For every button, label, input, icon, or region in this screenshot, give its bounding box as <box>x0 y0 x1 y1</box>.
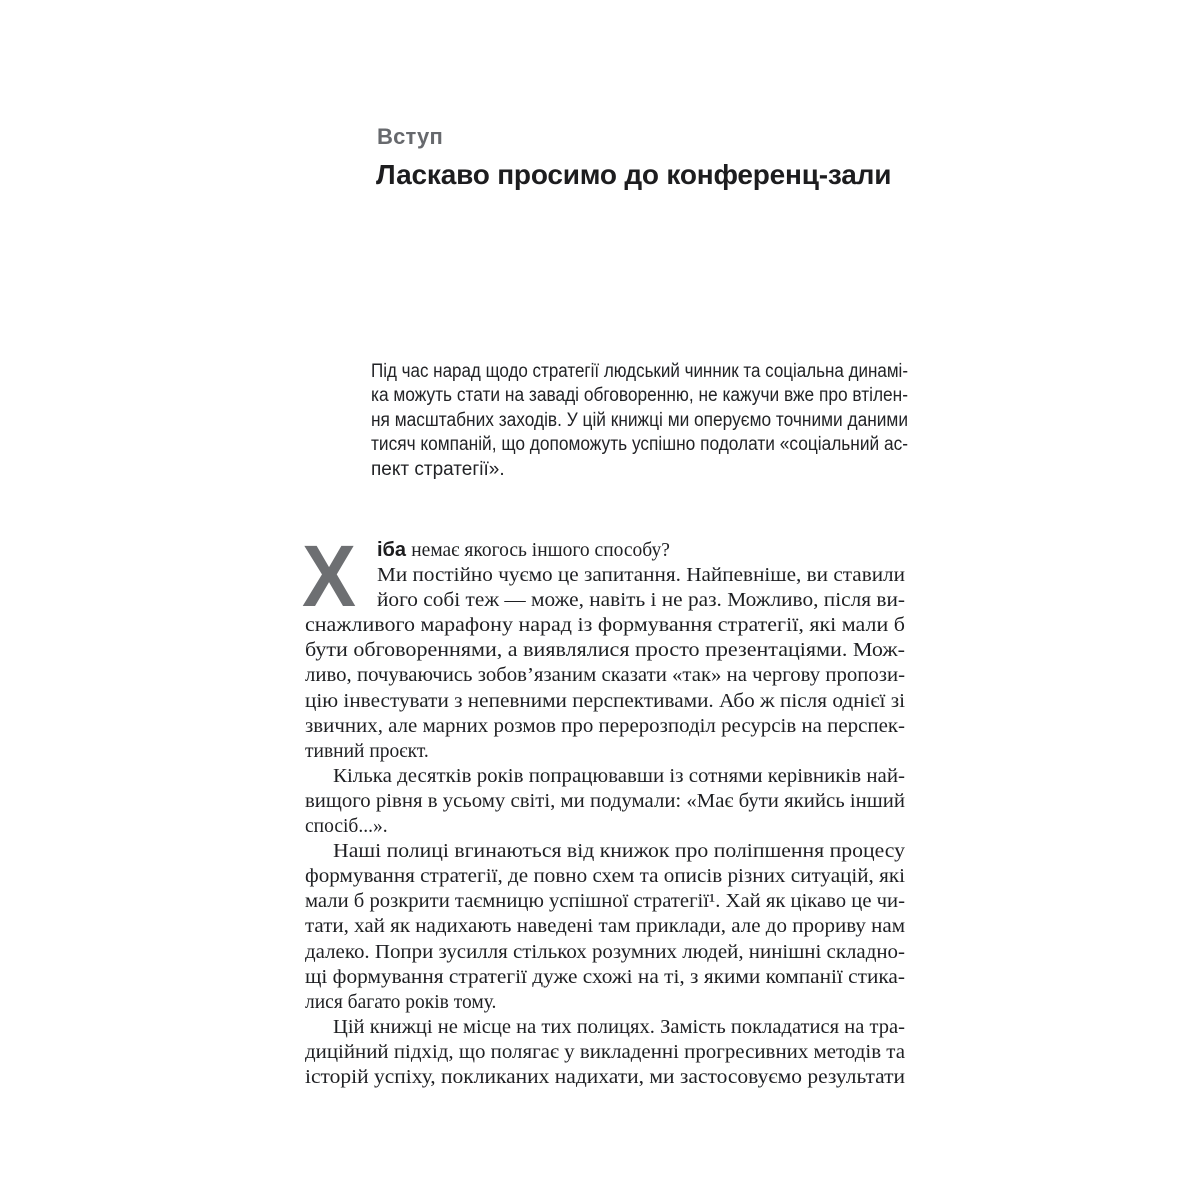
text-line: ка можуть стати на заваді обговоренню, не кажучи вже про втілен- <box>371 385 908 407</box>
text-line: лися багато років тому. <box>305 991 497 1013</box>
text-line: ливо, почуваючись зобов’язаним сказати «так» на чергову пропози- <box>305 665 905 687</box>
text-line: мали б розкрити таємницю успішної стратегії¹. Хай як цікаво це чи- <box>305 891 905 913</box>
text-line: Наші полиці вгинаються від книжок про поліпшення процесу <box>333 841 905 863</box>
text-run: немає якогось іншого способу? <box>411 540 670 561</box>
text-line: пект стратегії». <box>371 458 505 480</box>
text-line: тати, хай як надихають наведені там приклади, але до прориву нам <box>305 916 905 938</box>
text-line: вищого рівня в усьому світі, ми подумали: «Має бути якийсь інший <box>305 790 906 812</box>
text-line: цію інвестувати з непевними перспективами. Або ж після однієї зі <box>305 690 905 712</box>
lead-paragraph <box>371 360 908 482</box>
text-line: його собі теж — може, навіть і не раз. Можливо, після ви- <box>377 590 905 612</box>
text-line: спосіб...». <box>305 816 388 838</box>
text-line: тивний проєкт. <box>305 740 429 762</box>
text-line: звичних, але марних розмов про перерозподіл ресурсів на перспек- <box>305 715 905 737</box>
text-line: ня масштабних заходів. У цій книжці ми оперуємо точними даними <box>371 409 908 431</box>
text-line: бути обговореннями, а виявлялися просто презентаціями. Мож- <box>305 640 905 662</box>
drop-cap-letter: Х <box>302 528 356 625</box>
chapter-kicker: Вступ <box>377 124 443 149</box>
text-line: снажливого марафону нарад із формування стратегії, які мали б <box>305 615 905 637</box>
text-line: формування стратегії, де повно схем та описів різних ситуацій, які <box>305 866 905 888</box>
text-line: Кілька десятків років попрацювавши із сотнями керівників най- <box>333 765 905 787</box>
text-line: історій успіху, покликаних надихати, ми застосовуємо результати <box>305 1066 905 1088</box>
chapter-title: Ласкаво просимо до конференц-зали <box>376 159 892 190</box>
text-line <box>377 538 905 563</box>
text-line: Ми постійно чуємо це запитання. Найпевніше, ви ставили <box>377 565 905 587</box>
text-line: щі формування стратегії дуже схожі на ті, з якими компанії стика- <box>305 966 905 988</box>
text-line: Цій книжці не місце на тих полицях. Замість покладатися на тра- <box>333 1016 905 1038</box>
text-line: диційний підхід, що полягає у викладенні прогресивних методів та <box>305 1041 905 1063</box>
bold-lead-in: іба <box>377 539 407 561</box>
text-line: Під час нарад щодо стратегії людський чинник та соціальна динамі- <box>371 361 908 382</box>
text-line: тисяч компаній, що допоможуть успішно подолати «соціальний ас- <box>371 434 908 456</box>
text-line: далеко. Попри зусилля стількох розумних людей, нинішні складно- <box>305 941 905 963</box>
body-text <box>305 538 905 1090</box>
